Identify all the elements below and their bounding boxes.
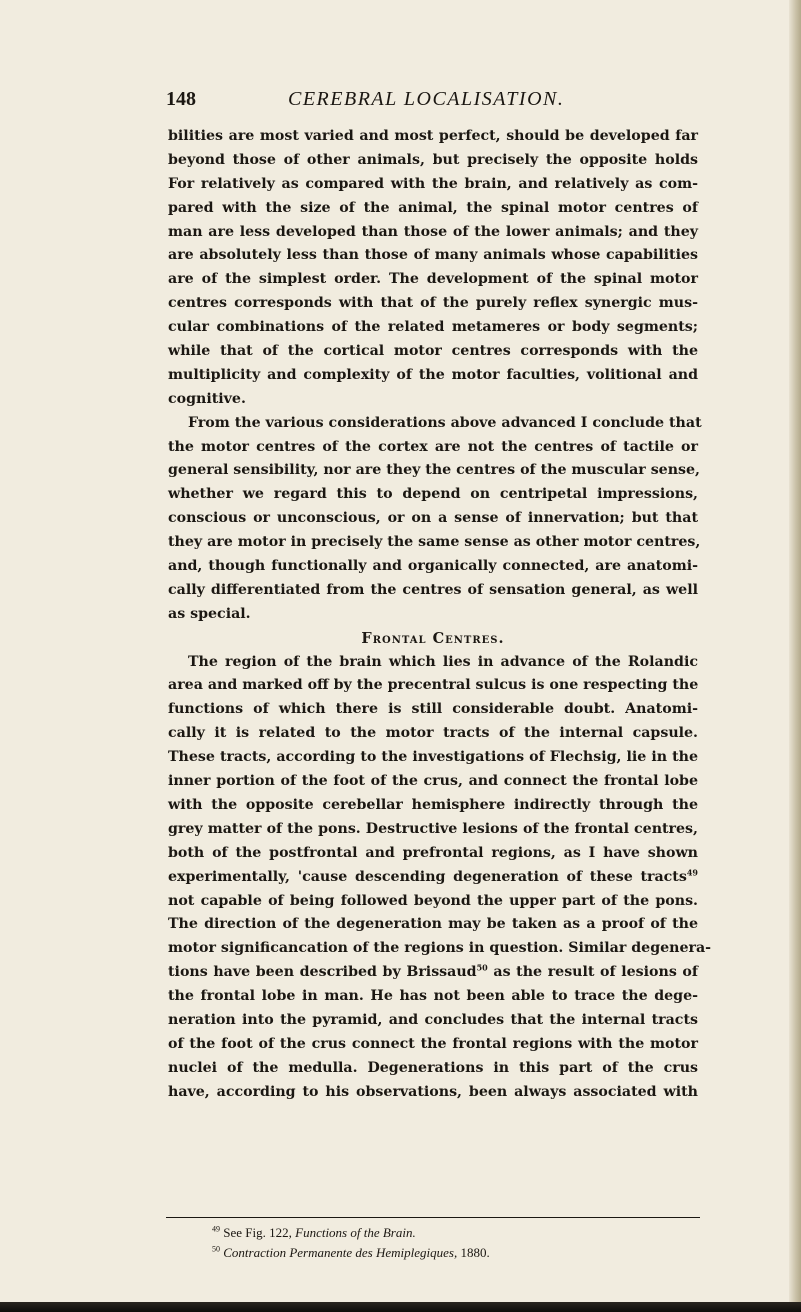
body-text (168, 125, 712, 1105)
text-line: of the foot of the crus connect the frontal regions with the motor (168, 1035, 698, 1052)
running-head (0, 88, 801, 116)
page-number: 148 (166, 88, 196, 110)
text-line: cally it is related to the motor tracts of the internal capsule. (168, 725, 698, 742)
text-line: pared with the size of the animal, the spinal motor centres of (168, 199, 698, 216)
text-line: have, according to his observations, been always associated with (168, 1083, 698, 1100)
text-line: area and marked off by the precentral sulcus is one respecting the (168, 677, 699, 694)
text-line: general sensibility, nor are they the centres of the muscular sense, (168, 462, 700, 479)
text-line: The direction of the degeneration may be taken as a proof of the (168, 916, 698, 933)
text-line: grey matter of the pons. Destructive lesions of the frontal centres, (168, 820, 698, 837)
text-line: the motor centres of the cortex are not the centres of tactile or (168, 438, 698, 455)
text-fragment: experimentally, 'cause descending degeneration of these tracts (168, 868, 687, 885)
text-line: are of the simplest order. The development of the spinal motor (168, 271, 698, 288)
text-line: are absolutely less than those of many animals whose capabilities (168, 247, 698, 264)
text-line: both of the postfrontal and prefrontal regions, as I have shown (168, 844, 698, 861)
text-line: bilities are most varied and most perfect, should be developed far (168, 128, 698, 144)
text-line: neration into the pyramid, and concludes that the internal tracts (168, 1011, 698, 1028)
text-line: For relatively as compared with the brain, and relatively as com- (168, 175, 698, 192)
text-line: beyond those of other animals, but precisely the opposite holds (168, 151, 698, 168)
text-line-with-footnote-ref (168, 866, 698, 890)
text-line: not capable of being followed beyond the upper part of the pons. (168, 892, 698, 909)
footnote-divider (166, 1217, 700, 1218)
text-line-with-footnote-ref (168, 961, 698, 985)
footnote-text: See Fig. 122, (223, 1225, 292, 1240)
footnote-citation-title: Contraction Permanente des Hemiplegiques, (223, 1245, 458, 1260)
text-line: nuclei of the medulla. Degenerations in this part of the crus (168, 1059, 698, 1076)
text-line: functions of which there is still considerable doubt. Anatomi- (168, 701, 698, 718)
footnote-number: 49 (212, 1224, 220, 1234)
text-line: as special. (168, 605, 251, 622)
scan-bottom-border (0, 1302, 801, 1312)
text-line: cognitive. (168, 390, 246, 407)
text-fragment: as the result of lesions of (493, 964, 698, 981)
text-line: From the various considerations above advanced I conclude that (188, 414, 702, 431)
text-line: centres corresponds with that of the purely reflex synergic mus- (168, 295, 698, 312)
footnotes (168, 1223, 698, 1263)
text-line: conscious or unconscious, or on a sense of innervation; but that (168, 510, 698, 527)
running-title: CEREBRAL LOCALISATION. (288, 88, 565, 110)
text-line: they are motor in precisely the same sense as other motor centres, (168, 534, 701, 551)
text-line: and, though functionally and organically connected, are anatomi- (168, 558, 698, 575)
text-line: whether we regard this to depend on centripetal impressions, (168, 486, 698, 503)
text-line: cally differentiated from the centres of sensation general, as well (168, 581, 698, 598)
text-line: multiplicity and complexity of the motor faculties, volitional and (168, 366, 698, 383)
footnote-year: 1880. (460, 1245, 490, 1260)
text-line: inner portion of the foot of the crus, and connect the frontal lobe (168, 773, 698, 790)
text-line: while that of the cortical motor centres corresponds with the (168, 343, 698, 360)
text-fragment: tions have been described by Brissaud (168, 964, 477, 981)
text-line: the frontal lobe in man. He has not been able to trace the dege- (168, 988, 698, 1005)
section-heading: Frontal Centres. (361, 629, 505, 647)
footnote-ref-50: 50 (476, 962, 488, 973)
footnote-number: 50 (212, 1244, 220, 1254)
text-line: motor significancation of the regions in question. Similar degenera- (168, 940, 712, 957)
footnote-49 (168, 1223, 698, 1243)
text-line: cular combinations of the related metameres or body segments; (168, 319, 698, 336)
footnote-ref-49: 49 (686, 866, 698, 877)
text-line: with the opposite cerebellar hemisphere indirectly through the (168, 796, 698, 813)
text-line: These tracts, according to the investigations of Flechsig, lie in the (168, 749, 698, 766)
text-line: The region of the brain which lies in advance of the Rolandic (188, 653, 698, 670)
footnote-citation-title: Functions of the Brain. (295, 1225, 416, 1240)
page-edge-shadow (789, 0, 801, 1312)
footnote-50 (168, 1243, 698, 1263)
text-line: man are less developed than those of the lower animals; and they (168, 223, 698, 240)
